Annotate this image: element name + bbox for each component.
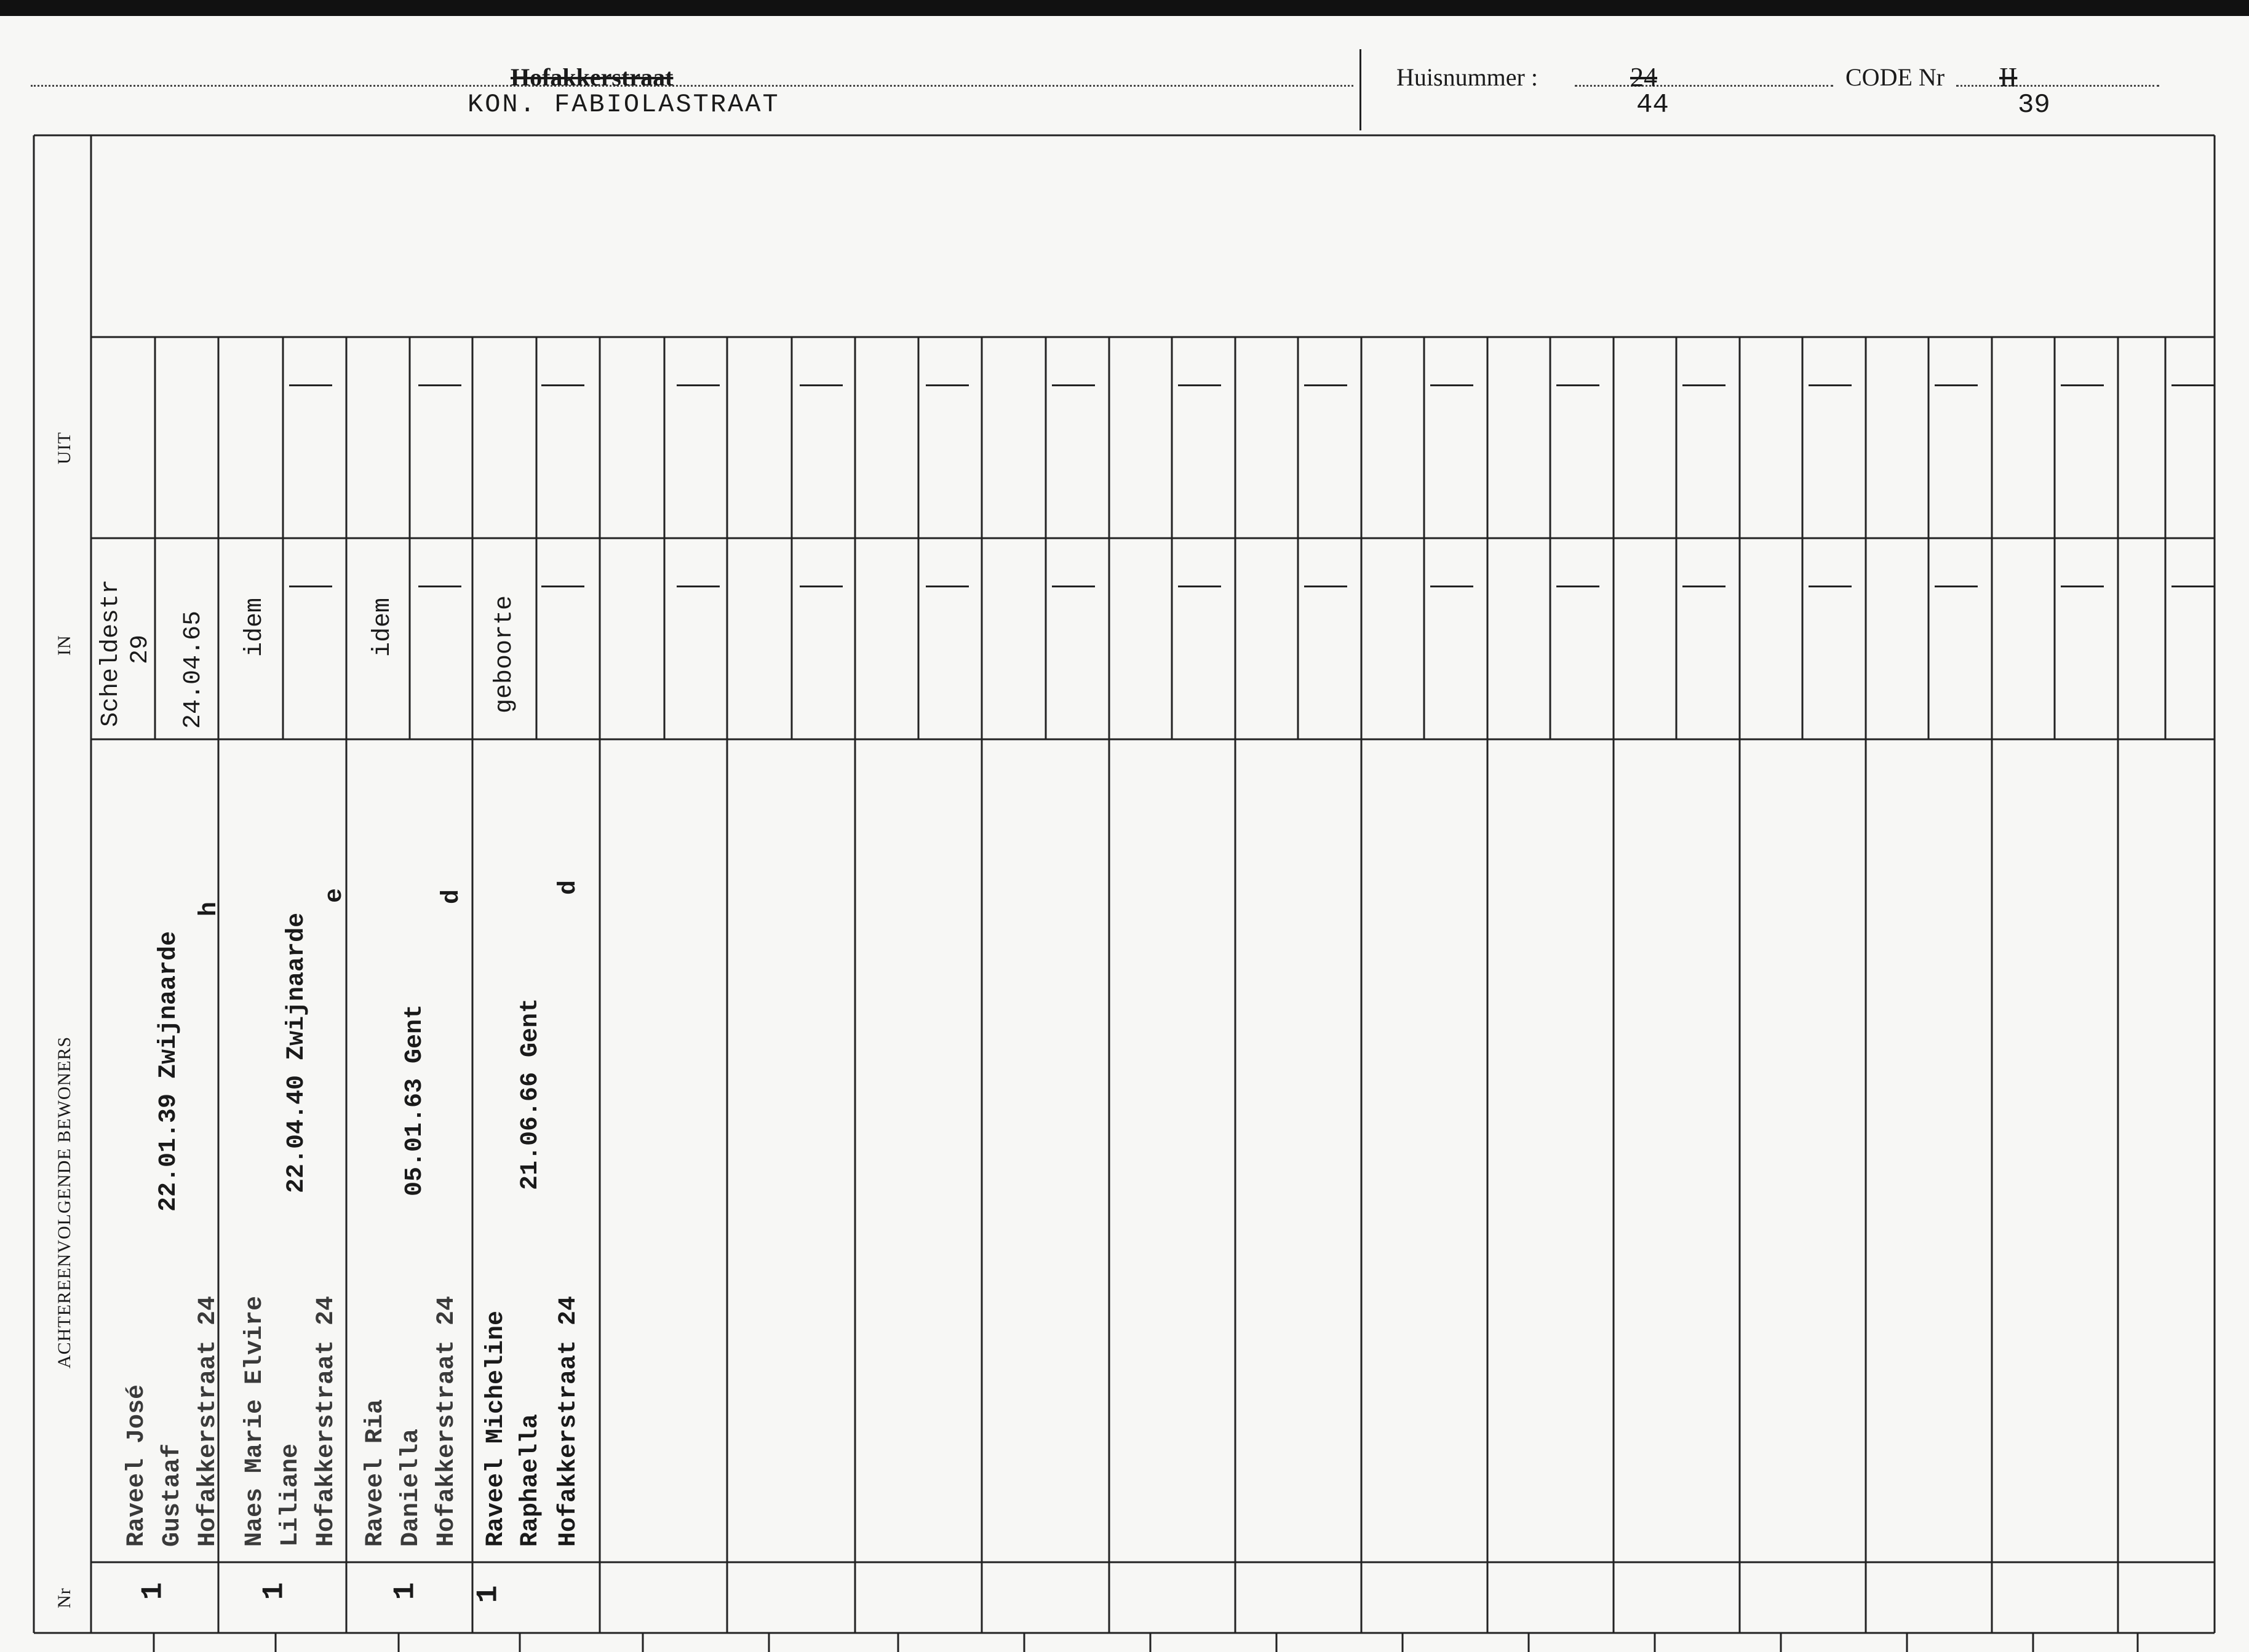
empty-dash [2061, 384, 2104, 386]
resident-3-nr: 1 [389, 1582, 423, 1600]
resident-4-name: Raveel Micheline [482, 1310, 510, 1547]
resident-1-mark: h [196, 901, 223, 916]
empty-dash [418, 586, 461, 587]
empty-dash [800, 586, 843, 587]
empty-dash [418, 384, 461, 386]
empty-dash [926, 384, 969, 386]
code-old: II [1999, 62, 2018, 92]
empty-dash [1178, 586, 1221, 587]
empty-dash [1430, 586, 1473, 587]
resident-4-address: Hofakkerstraat 24 [555, 1295, 583, 1547]
resident-1-name: Raveel José [123, 1384, 151, 1547]
empty-dash [1935, 384, 1978, 386]
street-name-new: KON. FABIOLASTRAAT [468, 90, 780, 119]
empty-dash [2061, 586, 2104, 587]
resident-2-birth: 22.04.40 Zwijnaarde [283, 912, 311, 1193]
empty-dash [1178, 384, 1221, 386]
empty-dash [1809, 586, 1852, 587]
empty-dash [541, 586, 584, 587]
empty-dash [677, 384, 720, 386]
empty-dash [1052, 586, 1095, 587]
empty-dash [1556, 384, 1599, 386]
resident-1-in-place: Scheldestr [97, 579, 125, 727]
resident-1-nr: 1 [137, 1582, 170, 1600]
resident-2-mark: e [321, 888, 349, 903]
empty-dash [2171, 586, 2215, 587]
empty-dash [1556, 586, 1599, 587]
row-label-in: IN [54, 635, 74, 656]
huisnummer-label: Huisnummer : [1396, 63, 1538, 91]
empty-dash [541, 384, 584, 386]
empty-dash [926, 586, 969, 587]
row-label-bewoners: ACHTEREENVOLGENDE BEWONERS [54, 1036, 74, 1368]
huisnummer-new: 44 [1636, 90, 1669, 121]
resident-1-birth: 22.01.39 Zwijnaarde [155, 931, 183, 1212]
resident-2-address: Hofakkerstraat 24 [312, 1295, 340, 1547]
row-label-nr: Nr [54, 1587, 74, 1608]
resident-2-name: Naes Marie Elvire [241, 1295, 269, 1547]
resident-1-in-date: 24.04.65 [180, 610, 207, 729]
empty-dash [2171, 384, 2215, 386]
resident-4-mark: d [555, 880, 583, 895]
resident-4-first-names: Raphaella [517, 1413, 544, 1547]
empty-dash [1809, 384, 1852, 386]
empty-dash [1304, 586, 1347, 587]
empty-dash [1935, 586, 1978, 587]
empty-dash [289, 586, 332, 587]
empty-dash [289, 384, 332, 386]
resident-3-mark: d [438, 889, 466, 904]
huisnummer-old: 24 [1630, 62, 1657, 92]
resident-3-name: Raveel Ria [362, 1399, 389, 1547]
row-label-uit: UIT [54, 432, 74, 464]
code-new: 39 [2018, 90, 2050, 121]
resident-4-nr: 1 [472, 1585, 506, 1603]
resident-4-in: geboorte [491, 595, 519, 713]
resident-3-first-names: Daniella [397, 1428, 425, 1547]
resident-1-address: Hofakkerstraat 24 [194, 1295, 222, 1547]
resident-2-in: idem [241, 597, 269, 657]
empty-dash [1052, 384, 1095, 386]
resident-1-first-names: Gustaaf [159, 1443, 186, 1547]
empty-dash [1304, 384, 1347, 386]
empty-dash [1430, 384, 1473, 386]
empty-dash [1682, 586, 1726, 587]
empty-dash [800, 384, 843, 386]
resident-2-first-names: Liliane [277, 1443, 305, 1547]
resident-1-in-number: 29 [127, 634, 154, 664]
empty-dash [677, 586, 720, 587]
code-label: CODE Nr [1845, 63, 1945, 91]
resident-4-birth: 21.06.66 Gent [517, 998, 544, 1190]
street-name-old: Hofakkerstraat [511, 63, 674, 91]
resident-3-birth: 05.01.63 Gent [401, 1004, 429, 1196]
resident-3-address: Hofakkerstraat 24 [433, 1295, 461, 1547]
empty-dash [1682, 384, 1726, 386]
resident-2-nr: 1 [258, 1582, 292, 1600]
resident-3-in: idem [369, 597, 397, 657]
